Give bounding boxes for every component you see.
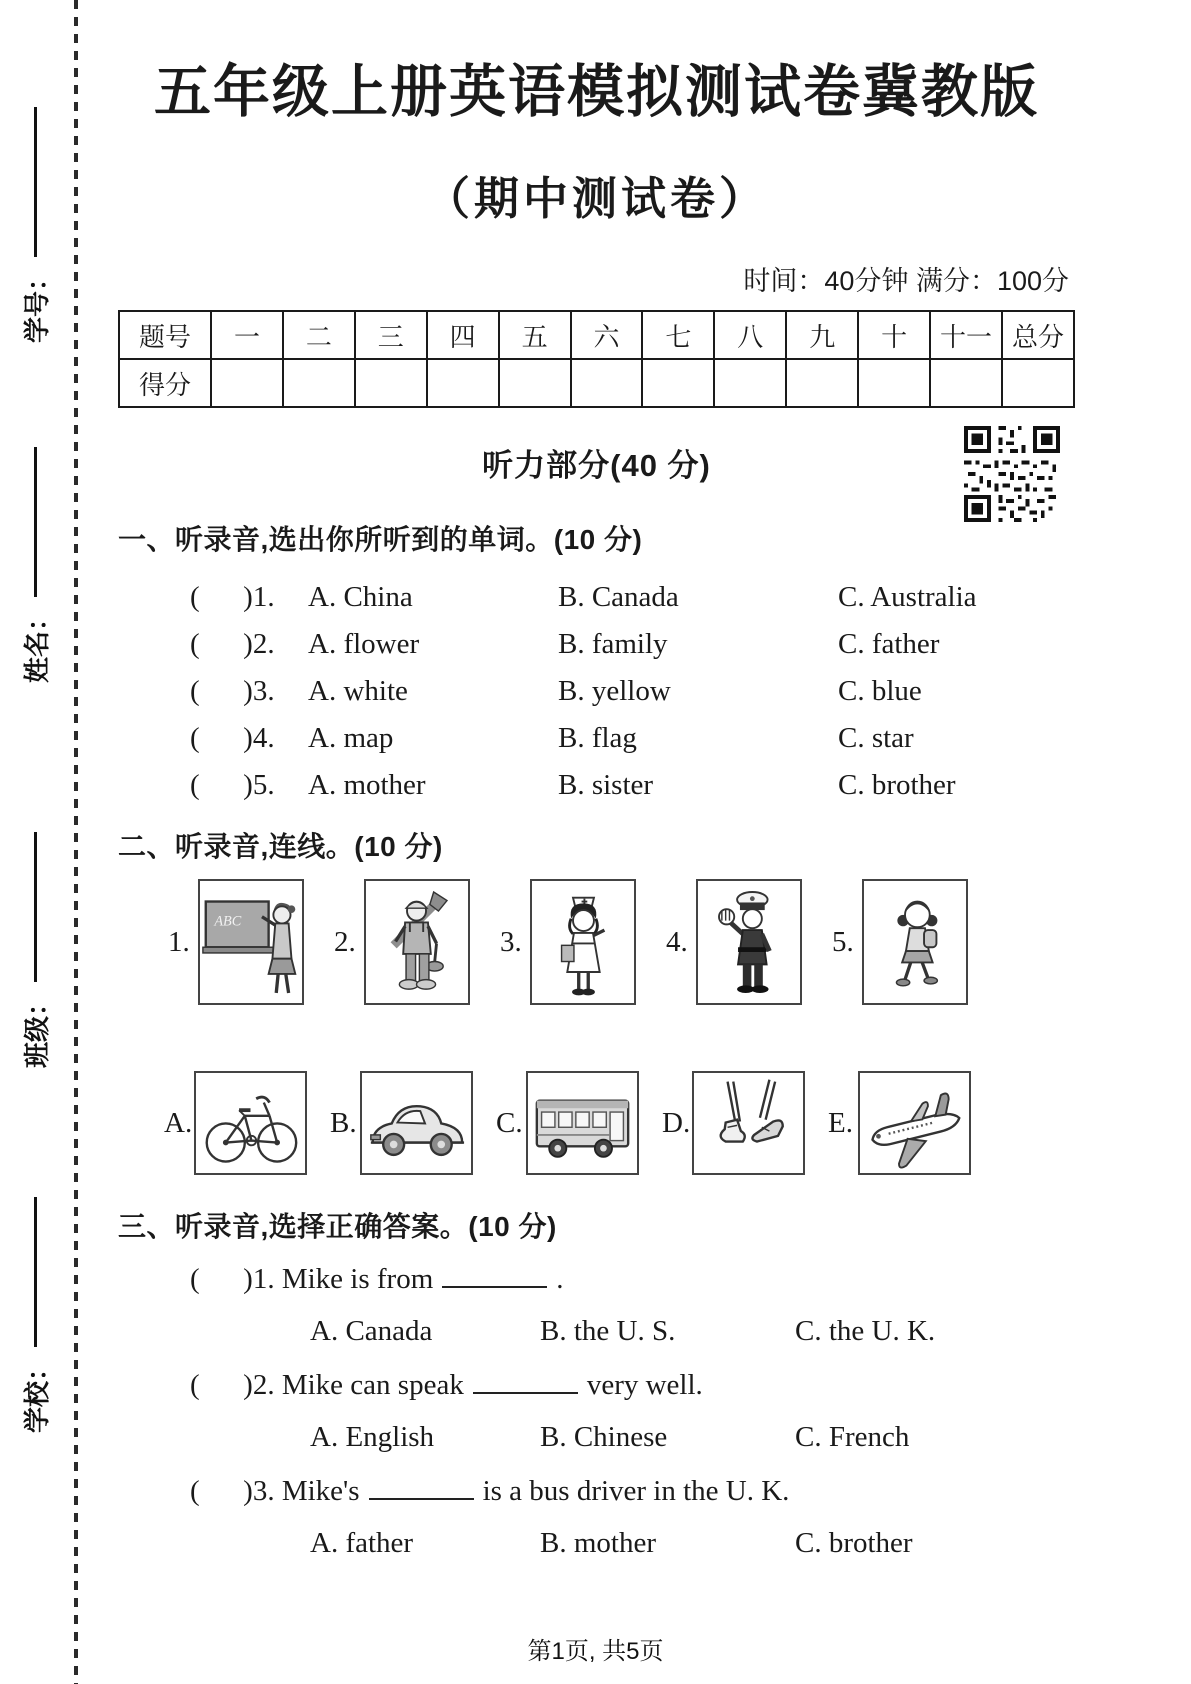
class-label: 班级： [21,990,52,1069]
section2-heading: 二、听录音,连线。(10 分) [118,831,443,862]
picture-item-airplane [828,1071,994,1175]
option-a: A. map [308,722,394,754]
page-title: 五年级上册英语模拟测试卷冀教版 [154,60,1039,124]
score-table-header-cell: 十 [858,311,930,359]
score-cell [858,359,930,407]
score-table-header-cell: 二 [283,311,355,359]
page-number: 第1页, 共5页 [527,1638,664,1665]
student-id-field [18,85,52,365]
class-blank [34,832,37,982]
answer-paren: ( )2. [190,628,275,660]
svg-text:ABC: ABC [214,913,242,930]
score-cell [714,359,786,407]
picture-box [696,879,802,1005]
option-a: A. father [310,1527,414,1559]
vehicles-picture-row [164,1071,1075,1175]
picture-letter: A. [164,1106,193,1139]
picture-item-walking-feet [662,1071,828,1175]
picture-item-schoolgirl [832,879,998,1005]
picture-item-worker [334,879,500,1005]
picture-box [692,1071,805,1175]
question-text: Mike can speak [281,1369,464,1401]
picture-box [858,1071,971,1175]
section3-heading: 三、听录音,选择正确答案。(10 分) [118,1211,557,1242]
section1-heading: 一、听录音,选出你所听到的单词。(10 分) [118,524,643,555]
answer-paren: ( )4. [190,722,275,754]
answer-blank [473,1390,578,1394]
student-id-label: 学号： [21,265,52,344]
walking-feet-icon [695,1074,802,1172]
option-b: B. sister [558,769,654,801]
option-b: B. yellow [558,675,671,707]
option-b: B. mother [540,1527,656,1559]
question-row [190,762,1075,809]
score-table-header-row [119,311,1074,359]
score-table-header-cell: 五 [499,311,571,359]
option-a: A. Canada [310,1315,433,1347]
answer-paren: ( )3. [190,1475,275,1507]
answer-paren: ( )3. [190,675,275,707]
answer-paren: ( )5. [190,769,275,801]
score-table [118,310,1075,408]
option-c: C. brother [838,769,956,801]
score-table-header-cell: 总分 [1002,311,1074,359]
score-cell [283,359,355,407]
picture-box [364,879,470,1005]
student-id-blank [34,107,37,257]
option-b: B. Chinese [540,1421,668,1453]
school-field [18,1175,52,1455]
picture-box [530,879,636,1005]
option-c: C. father [838,628,940,660]
question-row [190,715,1075,762]
question-line [190,1259,1075,1299]
option-b: B. flag [558,722,637,754]
question-text: Mike's [281,1475,360,1507]
binder-dashed-line [74,0,78,1684]
option-c: C. the U. K. [795,1315,936,1347]
nurse-icon [533,882,633,1002]
answer-paren: ( )1. [190,581,275,613]
question-text: Mike is from [281,1263,434,1295]
option-c: C. brother [795,1527,913,1559]
question-line [190,1365,1075,1405]
picture-item-bus [496,1071,662,1175]
time-score-info: 时间：40分钟 满分：100分 [743,266,1069,296]
question-text: . [556,1263,564,1295]
score-table-header-cell: 四 [427,311,499,359]
bicycle-icon [197,1074,304,1172]
score-cell [571,359,643,407]
picture-box [198,879,304,1005]
option-a: A. white [308,675,408,707]
car-icon [363,1074,470,1172]
question-row [190,621,1075,668]
option-a: A. mother [308,769,426,801]
option-c: C. star [838,722,914,754]
option-c: C. French [795,1421,910,1453]
picture-item-bicycle [164,1071,330,1175]
answer-blank [442,1284,547,1288]
options-row [310,1311,1075,1351]
bus-icon [529,1074,636,1172]
picture-item-car [330,1071,496,1175]
listening-part-title: 听力部分(40 分) [482,448,711,483]
option-a: A. English [310,1421,435,1453]
picture-number: 2. [334,925,356,958]
school-label: 学校： [21,1355,52,1434]
picture-letter: E. [828,1106,853,1139]
airplane-icon [861,1074,968,1172]
score-cell [1002,359,1074,407]
score-cell [499,359,571,407]
score-table-header-cell: 三 [355,311,427,359]
question-text: very well. [586,1369,703,1401]
class-field [18,810,52,1090]
picture-item-policeman [666,879,832,1005]
qr-code [962,426,1062,522]
picture-item-teacher [168,879,334,1005]
option-b: B. the U. S. [540,1315,676,1347]
answer-blank [369,1496,474,1500]
option-a: A. China [308,581,413,613]
option-a: A. flower [308,628,420,660]
picture-box [360,1071,473,1175]
option-b: B. Canada [558,581,679,613]
score-table-header-cell: 一 [211,311,283,359]
worker-icon [367,882,467,1002]
picture-number: 1. [168,925,190,958]
option-c: C. Australia [838,581,977,613]
section1-questions [118,574,1075,809]
question-row [190,668,1075,715]
name-blank [34,447,37,597]
picture-box [194,1071,307,1175]
policeman-icon [699,882,799,1002]
picture-number: 5. [832,925,854,958]
answer-paren: ( )2. [190,1369,275,1401]
picture-item-nurse [500,879,666,1005]
score-cell [930,359,1002,407]
score-table-header-cell: 八 [714,311,786,359]
score-table-header-cell: 九 [786,311,858,359]
options-row [310,1523,1075,1563]
picture-box [526,1071,639,1175]
option-c: C. blue [838,675,922,707]
score-cell [355,359,427,407]
picture-letter: C. [496,1106,523,1139]
name-label: 姓名： [21,605,52,684]
score-row-label: 得分 [119,359,211,407]
page-subtitle: （期中测试卷） [424,173,768,224]
picture-number: 3. [500,925,522,958]
score-cell [642,359,714,407]
picture-number: 4. [666,925,688,958]
question-text: is a bus driver in the U. K. [482,1475,790,1507]
picture-box [862,879,968,1005]
score-cell [211,359,283,407]
score-table-score-row [119,359,1074,407]
score-table-header-cell: 十一 [930,311,1002,359]
people-picture-row [168,879,1075,1005]
options-row [310,1417,1075,1457]
score-cell [427,359,499,407]
option-b: B. family [558,628,668,660]
score-table-header-cell: 题号 [119,311,211,359]
score-table-header-cell: 七 [642,311,714,359]
question-line [190,1471,1075,1511]
answer-paren: ( )1. [190,1263,275,1295]
teacher-icon [201,882,301,1002]
picture-letter: D. [662,1106,691,1139]
school-blank [34,1197,37,1347]
name-field [18,425,52,705]
picture-letter: B. [330,1106,357,1139]
score-cell [786,359,858,407]
score-table-header-cell: 六 [571,311,643,359]
schoolgirl-icon [865,882,965,1002]
question-row [190,574,1075,621]
